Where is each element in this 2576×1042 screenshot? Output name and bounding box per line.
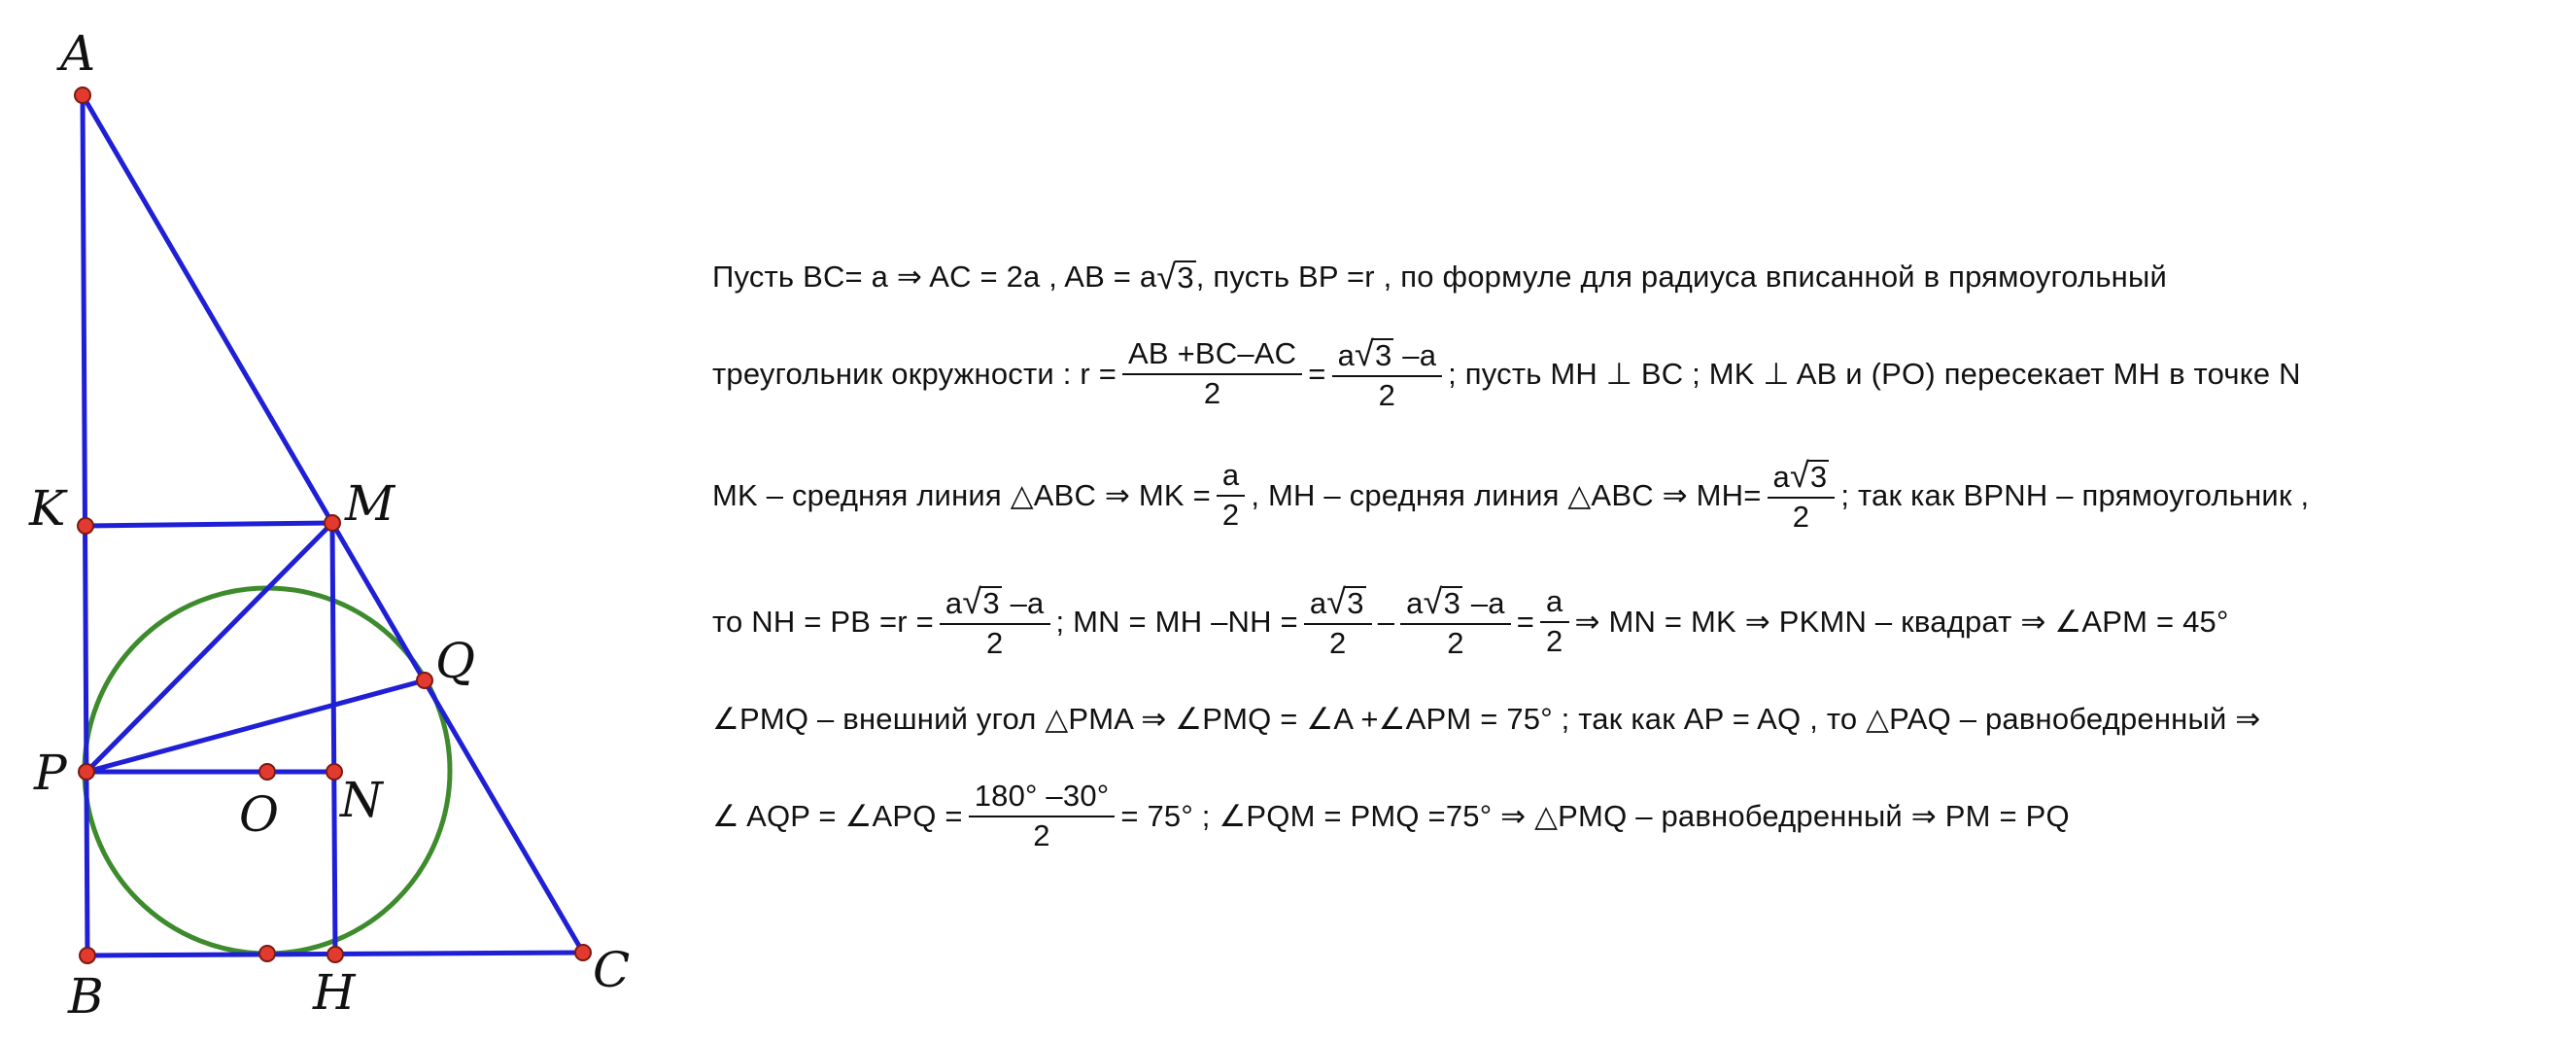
- solution-line-6: [712, 773, 2070, 860]
- solution-line-5: [712, 685, 2260, 753]
- fraction-denominator: 2: [985, 626, 1004, 660]
- line6-text-2: = 75° ; ∠PQM = PMQ =75° ⇒ △PMQ – равнобедренный ⇒ PM = PQ: [1120, 799, 2070, 833]
- point-m: [325, 515, 340, 531]
- numerator-a: a: [1309, 586, 1327, 621]
- sqrt-3: [1789, 455, 1829, 496]
- label-n: N: [340, 772, 383, 828]
- solution-line-1: [712, 233, 2167, 321]
- label-m: M: [345, 475, 395, 532]
- fraction-nh: [940, 581, 1050, 660]
- point-k: [78, 518, 93, 534]
- line2-text-2: ; пусть MH ⊥ BC ; MK ⊥ AB и (PO) пересекает MH в точке N: [1448, 357, 2301, 391]
- line3-text-2: , MH – средняя линия △ABC ⇒ MH=: [1251, 478, 1762, 512]
- sqrt-sign: √: [1326, 581, 1347, 622]
- solution-line-4: [712, 578, 2229, 666]
- sqrt-3: [1326, 581, 1365, 622]
- fraction-numerator: a: [1217, 460, 1245, 497]
- fraction-mh-2: [1304, 581, 1372, 660]
- minus-sign: –: [1377, 605, 1395, 639]
- fraction-denominator: 2: [1546, 624, 1563, 658]
- fraction-numerator: [940, 581, 1050, 625]
- geometry-diagram: [0, 0, 680, 1042]
- fraction-nh-2: [1400, 581, 1511, 660]
- fraction-numerator: AB +BC–AC: [1122, 338, 1302, 375]
- sqrt-sign: √: [1423, 581, 1443, 622]
- fraction-numerator: [1768, 455, 1836, 499]
- line6-text-1: ∠ AQP = ∠APQ =: [712, 799, 963, 833]
- sqrt-radicand: 3: [982, 585, 1000, 620]
- sqrt-sign: √: [1156, 257, 1177, 296]
- numerator-rest: –a: [1393, 338, 1437, 373]
- line1-text-1: Пусть BC= a ⇒ AC = 2a , AB = a: [712, 260, 1157, 294]
- fraction-denominator: 2: [1203, 376, 1221, 410]
- sqrt-3: [1355, 333, 1393, 374]
- line4-text-3: ⇒ MN = MK ⇒ PKMN – квадрат ⇒ ∠APM = 45°: [1574, 605, 2229, 639]
- numerator-a: a: [945, 586, 963, 621]
- sqrt-sign: √: [1789, 455, 1809, 496]
- numerator-a: a: [1337, 338, 1356, 373]
- fraction-denominator: 2: [1447, 626, 1464, 660]
- fraction-numerator: 180° –30°: [969, 781, 1116, 817]
- line1-text-2: , пусть BP =r , по формуле для радиуса вписанной в прямоугольный: [1195, 260, 2167, 294]
- label-h: H: [313, 964, 356, 1021]
- fraction-denominator: 2: [1329, 626, 1347, 660]
- sqrt-radicand: 3: [1347, 585, 1364, 620]
- label-p: P: [34, 745, 67, 801]
- fraction-numerator: [1304, 581, 1372, 625]
- fraction-denominator: 2: [1221, 498, 1240, 532]
- point-o: [259, 764, 275, 780]
- fraction-mh: [1768, 455, 1836, 534]
- line2-text-1: треугольник окружности : r =: [712, 357, 1117, 391]
- label-o: O: [239, 786, 279, 843]
- fraction-radius-formula: [1122, 338, 1302, 409]
- sqrt-3: [962, 581, 1001, 622]
- sqrt-3: [1423, 581, 1462, 622]
- sqrt-radicand: 3: [1809, 459, 1828, 494]
- label-c: C: [593, 942, 631, 998]
- segment-mh: [332, 523, 335, 955]
- label-a: A: [60, 25, 96, 82]
- point-tangent-bc: [259, 946, 275, 961]
- sqrt-radicand: 3: [1375, 337, 1392, 372]
- fraction-numerator: [1400, 581, 1511, 625]
- segment-pm: [86, 523, 332, 772]
- label-k: K: [29, 480, 66, 537]
- numerator-a: a: [1772, 460, 1790, 495]
- segment-km: [86, 523, 332, 526]
- segment-pq: [86, 680, 425, 772]
- numerator-a: a: [1406, 586, 1424, 621]
- sqrt-radicand: 3: [1177, 260, 1194, 295]
- numerator-rest: –a: [1001, 586, 1045, 621]
- fraction-denominator: 2: [1378, 378, 1396, 412]
- point-c: [575, 945, 591, 960]
- point-b: [80, 948, 95, 963]
- label-b: B: [68, 968, 104, 1025]
- numerator-rest: –a: [1462, 586, 1505, 621]
- fraction-mn: [1540, 586, 1568, 657]
- label-q: Q: [435, 633, 475, 689]
- fraction-mk: [1217, 460, 1245, 531]
- solution-line-2: [712, 330, 2301, 418]
- fraction-numerator: a: [1540, 586, 1568, 623]
- solution-line-3: [712, 452, 2309, 539]
- point-p: [79, 764, 94, 780]
- line3-text-1: MK – средняя линия △ABC ⇒ MK =: [712, 478, 1211, 512]
- fraction-radius-value: [1332, 333, 1443, 412]
- fraction-angle: [969, 781, 1116, 851]
- sqrt-radicand: 3: [1443, 585, 1461, 620]
- point-q: [417, 673, 432, 688]
- sqrt-3: [1156, 257, 1195, 296]
- point-a: [75, 87, 90, 103]
- sqrt-sign: √: [1355, 333, 1374, 374]
- fraction-denominator: 2: [1033, 818, 1050, 852]
- fraction-denominator: 2: [1792, 500, 1810, 534]
- sqrt-sign: √: [962, 581, 982, 622]
- line4-text-1: то NH = PB =r =: [712, 605, 934, 639]
- line5-text-1: ∠PMQ – внешний угол △PMA ⇒ ∠PMQ = ∠A +∠APM = 75° ; так как AP = AQ , то △PAQ – равнобедренный ⇒: [712, 702, 2261, 736]
- point-h: [327, 947, 343, 962]
- line4-text-2: ; MN = MH –NH =: [1055, 605, 1298, 639]
- line3-text-3: ; так как BPNH – прямоугольник ,: [1840, 478, 2310, 512]
- equals-sign: =: [1516, 605, 1535, 639]
- equals-sign: =: [1308, 357, 1326, 391]
- fraction-numerator: [1332, 333, 1443, 377]
